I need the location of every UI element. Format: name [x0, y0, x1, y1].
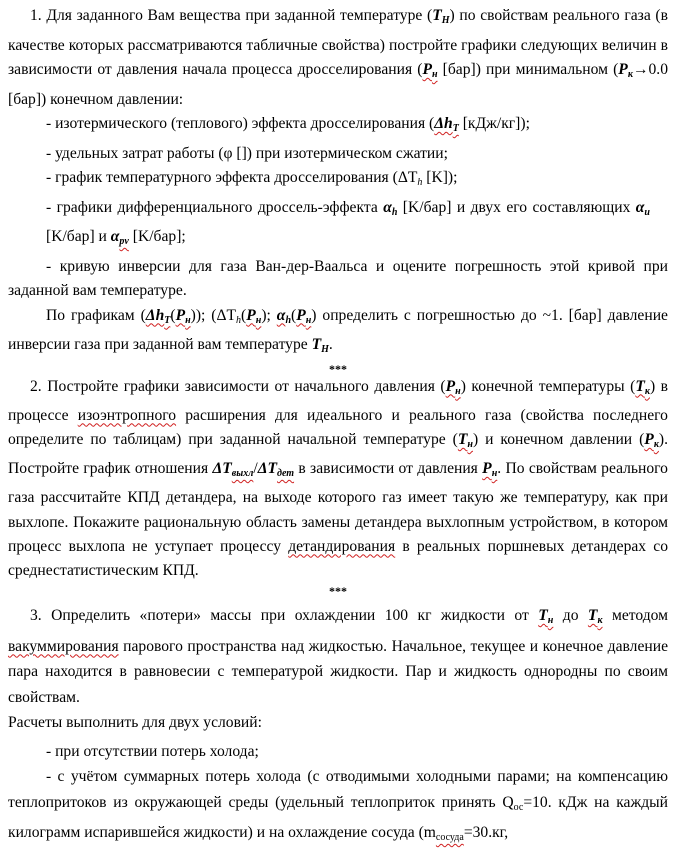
symbol-alpha-h-sub: h	[391, 206, 398, 218]
para-text: По графикам (	[46, 306, 146, 324]
symbol-PH-sub: н	[455, 385, 461, 397]
task-2-text: 2. Постройте графики зависимости от начального давления (	[30, 377, 446, 395]
symbol-TH: Т	[311, 336, 322, 353]
condition-no-losses: - при отсутствии потерь холода;	[46, 742, 259, 760]
symbol-PK: Р	[618, 61, 628, 78]
bullet-text: - изотермического (теплового) эффекта дросселирования (	[46, 115, 435, 132]
task-3-text: методом	[602, 607, 668, 625]
symbol-TK-sub: к	[597, 615, 603, 627]
task-2-paragraph	[8, 375, 668, 584]
para-text: .	[328, 336, 333, 353]
bullet-text: [K/бар] и двух его составляющих	[397, 198, 636, 216]
task-3-paragraph	[8, 603, 668, 710]
bullet-text: - график температурного эффекта дросселирования (ΔT	[46, 169, 418, 186]
symbol-PH-sub: н	[185, 314, 191, 326]
symbol-dh: Δh	[434, 115, 453, 132]
section-divider: ***	[329, 584, 347, 599]
symbol-alpha-h: α	[383, 198, 392, 216]
symbol-Q-sub: ос	[513, 801, 524, 813]
task-3-text: 3. Определить «потери» массы при охлаждении 100 кг жидкости от	[30, 607, 539, 625]
symbol-TH-sub: н	[467, 438, 473, 450]
symbol-alpha-u-sub: u	[644, 206, 650, 218]
task-3-text: парового пространства над жидкостью. Начальное, текущее и конечное давление пара находится в равновесии с температурой жидкости. Пар и жидкость однородны по своим свойствам.	[8, 637, 668, 706]
word-isentropic: изоэнтропного	[77, 406, 177, 424]
task-2-text: расширения для идеального и реального газа (свойства последнего определите по таблицам) при заданной начальной температуре (	[8, 406, 668, 448]
symbol-alpha-h-sub: h	[285, 314, 291, 326]
symbol-PH: Р	[422, 61, 432, 78]
para-text: (	[241, 306, 247, 324]
condition-with-losses	[8, 764, 668, 851]
symbol-TH-sub: Н	[441, 15, 450, 26]
bullet-work: - удельных затрат работы (φ []) при изотермическом сжатии;	[46, 144, 448, 162]
word-expansion: детандирования	[288, 537, 396, 555]
symbol-dT-expander: ΔT	[257, 460, 277, 478]
bullet-text: [K]);	[422, 169, 458, 186]
task-2-text: ) и конечном давлении (	[472, 430, 645, 448]
para-text: );	[261, 306, 277, 324]
para-text: (	[170, 306, 176, 324]
para-text: ) определить с погрешностью до ~1. [бар] давление инверсии газа при заданной вам температуре	[8, 306, 668, 353]
symbol-alpha-u: α	[635, 198, 645, 216]
para-text: (	[291, 306, 297, 324]
symbol-PH-sub: н	[491, 468, 498, 480]
symbol-PH: Р	[175, 306, 186, 324]
symbol-PH: Р	[482, 460, 492, 478]
condition-text: - с учётом суммарных потерь холода (с отводимыми холодными парами; на компенсацию теплопритоков из окружающей среды (удельный теплоприток принять Q	[8, 768, 668, 811]
task-1-text: 1. Для заданного Вам вещества при заданной температуре (	[30, 7, 433, 24]
symbol-TH-sub: Н	[321, 344, 329, 355]
bullet-text: [K/бар];	[128, 228, 186, 245]
symbol-alpha-pv-sub: pv	[119, 236, 129, 247]
bullet-inversion-curve: - кривую инверсии для газа Ван-дер-Ваальса и оцените погрешность этой кривой при заданной вам температуре.	[8, 257, 668, 299]
symbol-TK-sub: к	[644, 385, 650, 397]
symbol-TH: Т	[432, 7, 442, 24]
calc-conditions-heading: Расчеты выполнить для двух условий:	[8, 714, 262, 732]
symbol-dh-sub: T	[164, 314, 171, 326]
task-1-text: ) по свойствам реального газа (в качестве которых рассматриваются табличные свойства) постройте графики следующих величин в зависимости от давления начала процесса дросселирования (	[8, 7, 668, 78]
symbol-dT-exhaust: ΔT	[212, 460, 232, 478]
symbol-PH-sub: н	[431, 69, 438, 80]
task-1-text: [бар]) при минимальном (	[437, 61, 619, 78]
para-text: )); (ΔT	[190, 306, 237, 324]
bullet-isothermal-effect	[8, 112, 668, 142]
symbol-PH: Р	[296, 306, 306, 324]
symbol-TH-sub: н	[547, 615, 554, 627]
condition-text: =30.кг,	[463, 824, 509, 842]
symbol-TK: Т	[587, 607, 598, 625]
document-page	[8, 0, 668, 851]
symbol-PH-sub: н	[305, 314, 312, 326]
task-2-text: в зависимости от давления	[294, 460, 483, 478]
symbol-alpha-pv: α	[110, 228, 120, 245]
symbol-h-sub: h	[417, 177, 423, 188]
symbol-TH: Т	[457, 430, 468, 448]
task-2-text: ) конечной температуры (	[460, 377, 636, 395]
bullet-temperature-effect	[8, 166, 668, 196]
symbol-PK: Р	[644, 430, 654, 448]
bullet-text: - графики дифференциального дроссель-эффекта	[46, 198, 384, 216]
word-vacuuming: вакуммирования	[8, 637, 119, 655]
condition-text: =10. кДж на каждый килограмм испарившейся жидкости) и на охлаждение сосуда (m	[8, 793, 668, 842]
task-2-text: /	[253, 460, 258, 478]
symbol-m-sub: сосуда	[435, 832, 464, 844]
symbol-dh: Δh	[145, 306, 165, 324]
task-2-text: . По свойствам реального газа рассчитайте КПД детандера, на выходе которого газ имеет такую же температуру, как при выхлопе. Покажите рациональную область замены детандера выхлопным устройством, в котором процесс выхлопа не уступает процессу	[8, 460, 668, 555]
symbol-alpha-h: α	[276, 306, 286, 324]
bullet-text: [K/бар] и	[46, 228, 111, 245]
symbol-dT-exhaust-sub: выхл	[231, 468, 254, 480]
task-1-text: →0.0 [бар]) конечном давлении:	[8, 61, 668, 108]
symbol-TH: Т	[538, 607, 548, 625]
symbol-dh-sub: T	[452, 123, 459, 134]
graphs-paragraph	[8, 304, 668, 363]
symbol-dT-expander-sub: дет	[277, 468, 295, 480]
bullet-text: [кДж/кг]);	[458, 115, 530, 132]
section-divider: ***	[329, 361, 347, 376]
task-2-text: ). Постройте график отношения	[8, 430, 668, 478]
symbol-PH: Р	[445, 377, 456, 395]
task-3-text: до	[553, 607, 588, 625]
symbol-PK-sub: к	[627, 69, 633, 80]
task-1-paragraph	[8, 4, 668, 112]
bullet-differential-effect	[8, 196, 668, 255]
symbol-PK-sub: к	[653, 438, 659, 450]
task-2-text: в реальных поршневых детандерах со среднестатистическим КПД.	[8, 537, 668, 579]
task-2-text: ) в процессе	[8, 377, 669, 424]
symbol-PH: Р	[246, 306, 256, 324]
symbol-h-sub: h	[236, 314, 242, 326]
symbol-PH-sub: н	[255, 314, 262, 326]
symbol-TK: Т	[635, 377, 645, 395]
